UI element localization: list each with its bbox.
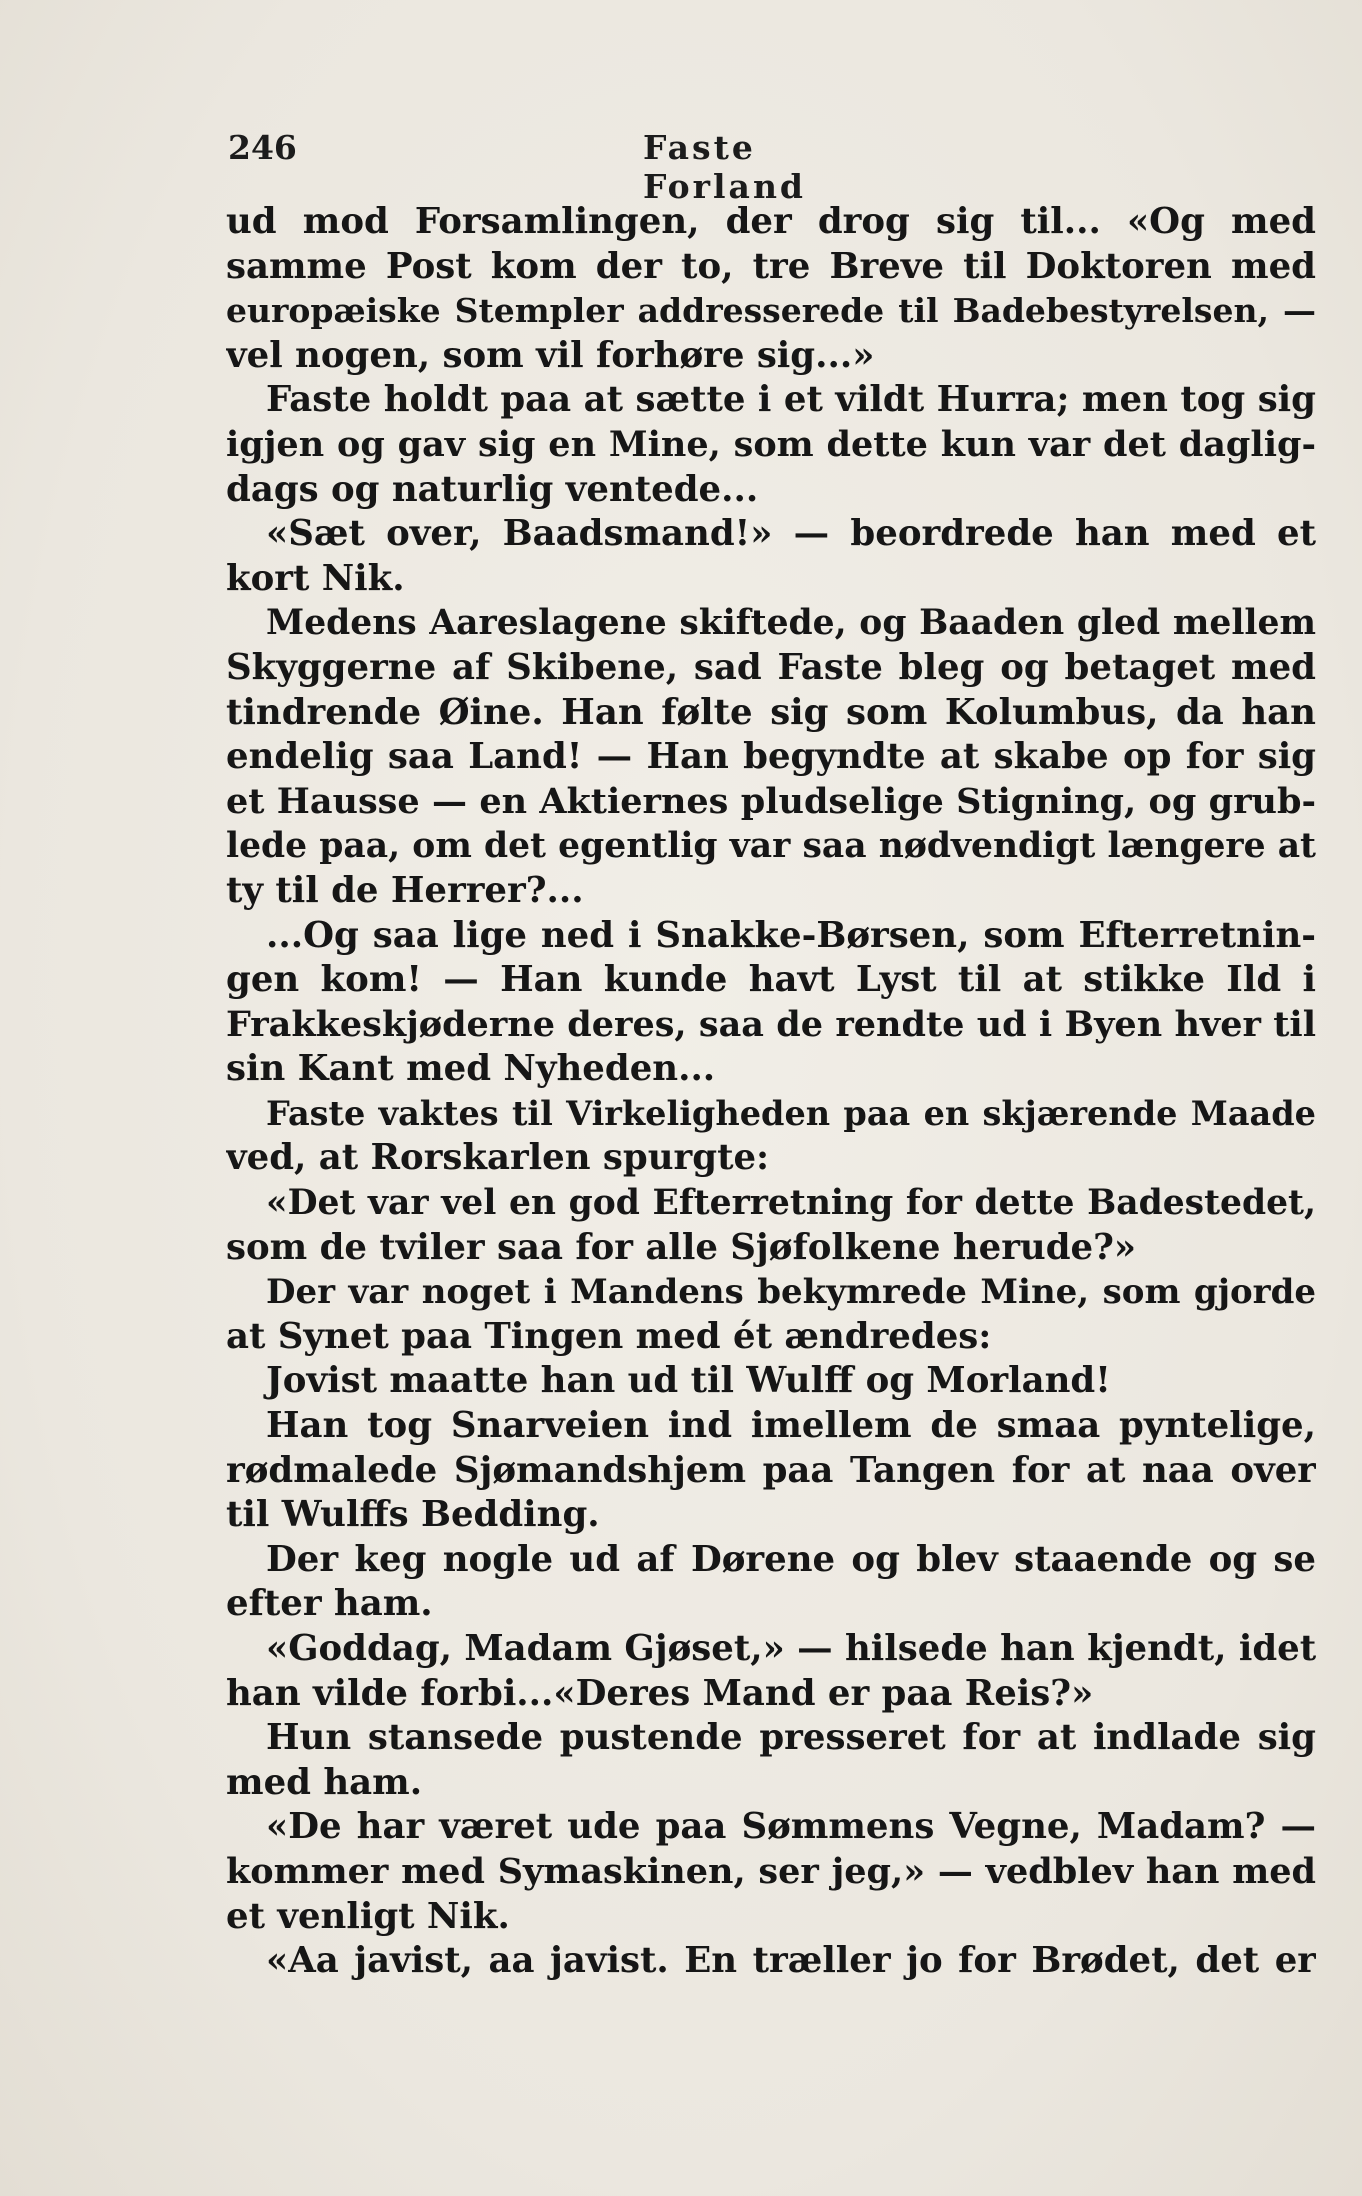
text-line: Medens Aareslagene skiftede, og Baaden gled mellem	[266, 603, 1316, 644]
text-line: gen kom! — Han kunde havt Lyst til at stikke Ild i	[226, 959, 1316, 1001]
text-line: Der var noget i Mandens bekymrede Mine, som gjorde	[266, 1272, 1316, 1313]
running-title: Faste Forland	[643, 128, 807, 206]
text-line: rødmalede Sjømandshjem paa Tangen for at naa over	[226, 1449, 1316, 1491]
page-number: 246	[228, 128, 297, 167]
text-line: «Det var vel en god Efterretning for dette Badestedet,	[266, 1183, 1316, 1224]
text-line: igjen og gav sig en Mine, som dette kun var det daglig-	[226, 423, 1316, 465]
text-line: europæiske Stempler addresserede til Badebestyrelsen, —	[226, 291, 1316, 331]
text-line: Jovist maatte han ud til Wulff og Morland!	[266, 1360, 1111, 1402]
text-line: ...Og saa lige ned i Snakke-Børsen, som Efterretnin-	[266, 914, 1316, 956]
text-line: tindrende Øine. Han følte sig som Kolumbus, da han	[226, 691, 1316, 733]
text-line: Skyggerne af Skibene, sad Faste bleg og betaget med	[226, 646, 1316, 688]
text-line: «Sæt over, Baadsmand!» — beordrede han med et	[266, 513, 1316, 555]
text-line: «Goddag, Madam Gjøset,» — hilsede han kjendt, idet	[266, 1628, 1316, 1669]
text-line: at Synet paa Tingen med ét ændredes:	[226, 1315, 992, 1357]
text-line: kort Nik.	[226, 557, 405, 599]
text-line: lede paa, om det egentlig var saa nødvendigt længere at	[226, 826, 1316, 867]
text-line: Faste holdt paa at sætte i et vildt Hurra; men tog sig	[266, 379, 1316, 421]
text-line: vel nogen, som vil forhøre sig...»	[226, 334, 875, 376]
text-line: dags og naturlig ventede...	[226, 468, 759, 510]
text-line: ty til de Herrer?...	[226, 869, 584, 911]
text-line: Frakkeskjøderne deres, saa de rendte ud i Byen hver til	[226, 1003, 1316, 1045]
text-line: ved, at Rorskarlen spurgte:	[226, 1137, 770, 1179]
text-line: endelig saa Land! — Han begyndte at skabe op for sig	[226, 736, 1316, 778]
text-line: efter ham.	[226, 1583, 433, 1625]
text-line: han vilde forbi...«Deres Mand er paa Reis?»	[226, 1672, 1094, 1714]
text-line: «Aa javist, aa javist. En træller jo for Brødet, det er	[266, 1940, 1316, 1982]
body-text	[226, 200, 1316, 1984]
text-line: til Wulffs Bedding.	[226, 1494, 600, 1536]
text-line: samme Post kom der to, tre Breve til Doktoren med	[226, 245, 1316, 287]
text-line: et venligt Nik.	[226, 1895, 510, 1937]
text-line: som de tviler saa for alle Sjøfolkene herude?»	[226, 1226, 1137, 1268]
text-line: «De har været ude paa Sømmens Vegne, Madam? —	[266, 1806, 1316, 1848]
text-line: kommer med Symaskinen, ser jeg,» — vedblev han med	[226, 1850, 1316, 1892]
page-header	[228, 128, 918, 206]
text-line: sin Kant med Nyheden...	[226, 1048, 716, 1090]
text-line: et Hausse — en Aktiernes pludselige Stigning, og grub-	[226, 780, 1316, 822]
text-line: Han tog Snarveien ind imellem de smaa pyntelige,	[266, 1405, 1316, 1447]
text-line: Hun stansede pustende presseret for at indlade sig	[266, 1717, 1316, 1759]
text-line: med ham.	[226, 1761, 423, 1803]
text-line: ud mod Forsamlingen, der drog sig til... «Og med	[226, 201, 1316, 242]
text-line: Faste vaktes til Virkeligheden paa en skjærende Maade	[266, 1093, 1316, 1133]
text-line: Der keg nogle ud af Dørene og blev staaende og se	[266, 1538, 1316, 1580]
